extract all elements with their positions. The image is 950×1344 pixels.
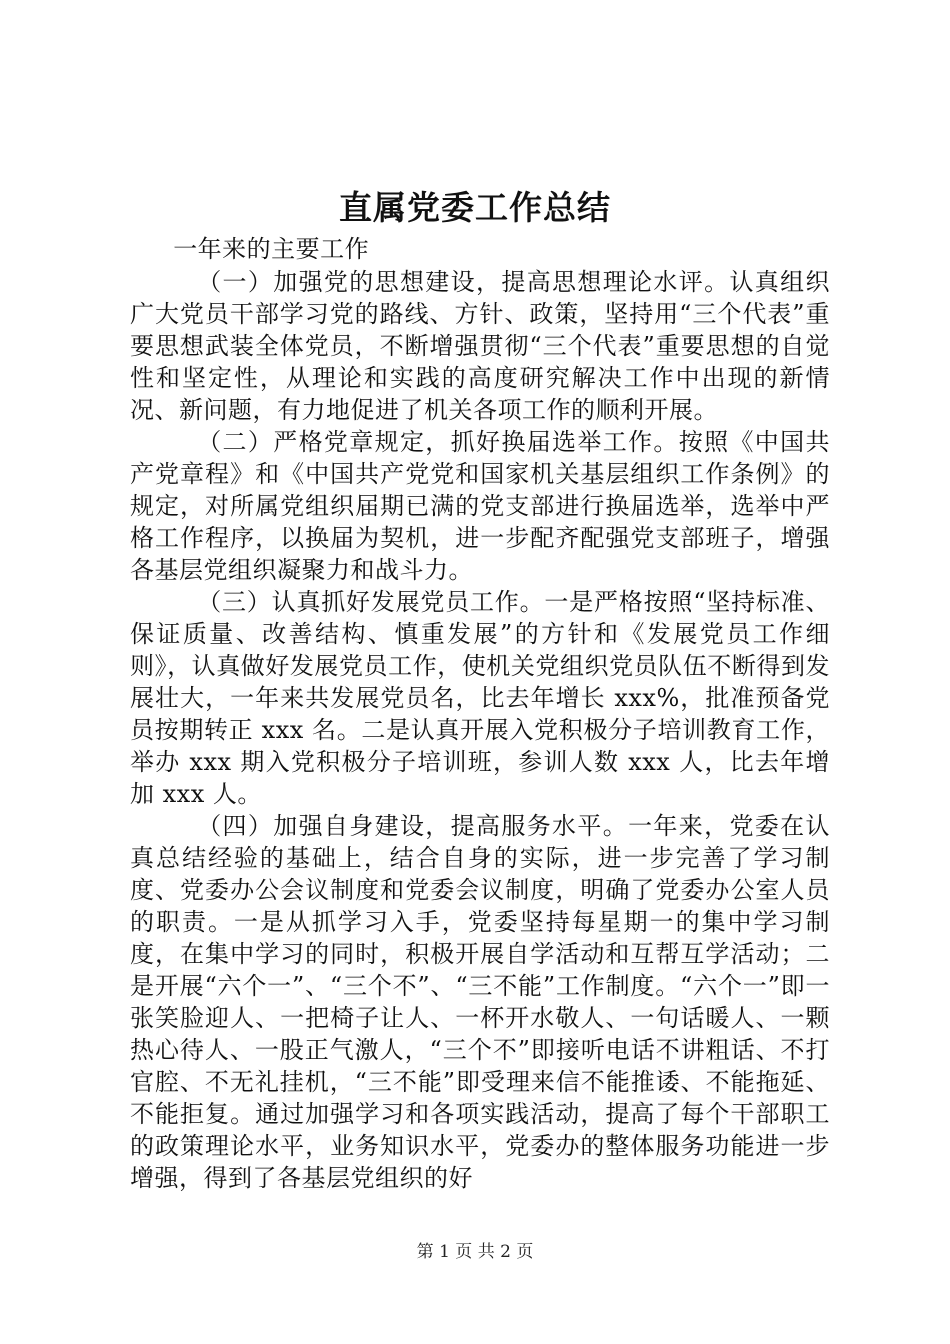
section-heading: 一年来的主要工作: [173, 235, 370, 263]
paragraph-4: （四）加强自身建设，提高服务水平。一年来，党委在认真总结经验的基础上，结合自身的实际，进一步完善了学习制度、党委办公会议制度和党委会议制度，明确了党委办公室人员的职责。一是从抓学习入手，党委坚持每星期一的集中学习制度，在集中学习的同时，积极开展自学活动和互帮互学活动；二是开展“六个一”、“三个不”、“三不能”工作制度。“六个一”即一张笑脸迎人、一把椅子让人、一杯开水敬人、一句话暖人、一颗热心待人、一股正气激人，“三个不”即接听电话不讲粗话、不打官腔、不无礼挂机，“三不能”即受理来信不能推诿、不能拖延、不能拒复。通过加强学习和各项实践活动，提高了每个干部职工的政策理论水平，业务知识水平，党委办的整体服务功能进一步增强，得到了各基层党组织的好: [130, 812, 830, 1192]
document-body: [130, 233, 830, 1194]
document-title: 直属党委工作总结: [339, 188, 611, 227]
page-footer: 第 1 页 共 2 页: [416, 1242, 534, 1262]
paragraph-1: （一）加强党的思想建设，提高思想理论水评。认真组织广大党员干部学习党的路线、方针、政策，坚持用“三个代表”重要思想武装全体党员，不断增强贯彻“三个代表”重要思想的自觉性和坚定性，从理论和实践的高度研究解决工作中出现的新情况、新问题，有力地促进了机关各项工作的顺利开展。: [130, 268, 830, 424]
paragraph-3: （三）认真抓好发展党员工作。一是严格按照“坚持标准、保证质量、改善结构、慎重发展”的方针和《发展党员工作细则》，认真做好发展党员工作，使机关党组织党员队伍不断得到发展壮大，一年来共发展党员名，比去年增长 xxx%，批准预备党员按期转正 xxx 名。二是认真开展入党积极分子培训教育工作，举办 xxx 期入党积极分子培训班，参训人数 xxx 人，比去年增加 xxx 人。: [130, 588, 830, 808]
paragraph-2: （二）严格党章规定，抓好换届选举工作。按照《中国共产党章程》和《中国共产党党和国家机关基层组织工作条例》的规定，对所属党组织届期已满的党支部进行换届选举，选举中严格工作程序，以换届为契机，进一步配齐配强党支部班子，增强各基层党组织凝聚力和战斗力。: [130, 428, 830, 584]
